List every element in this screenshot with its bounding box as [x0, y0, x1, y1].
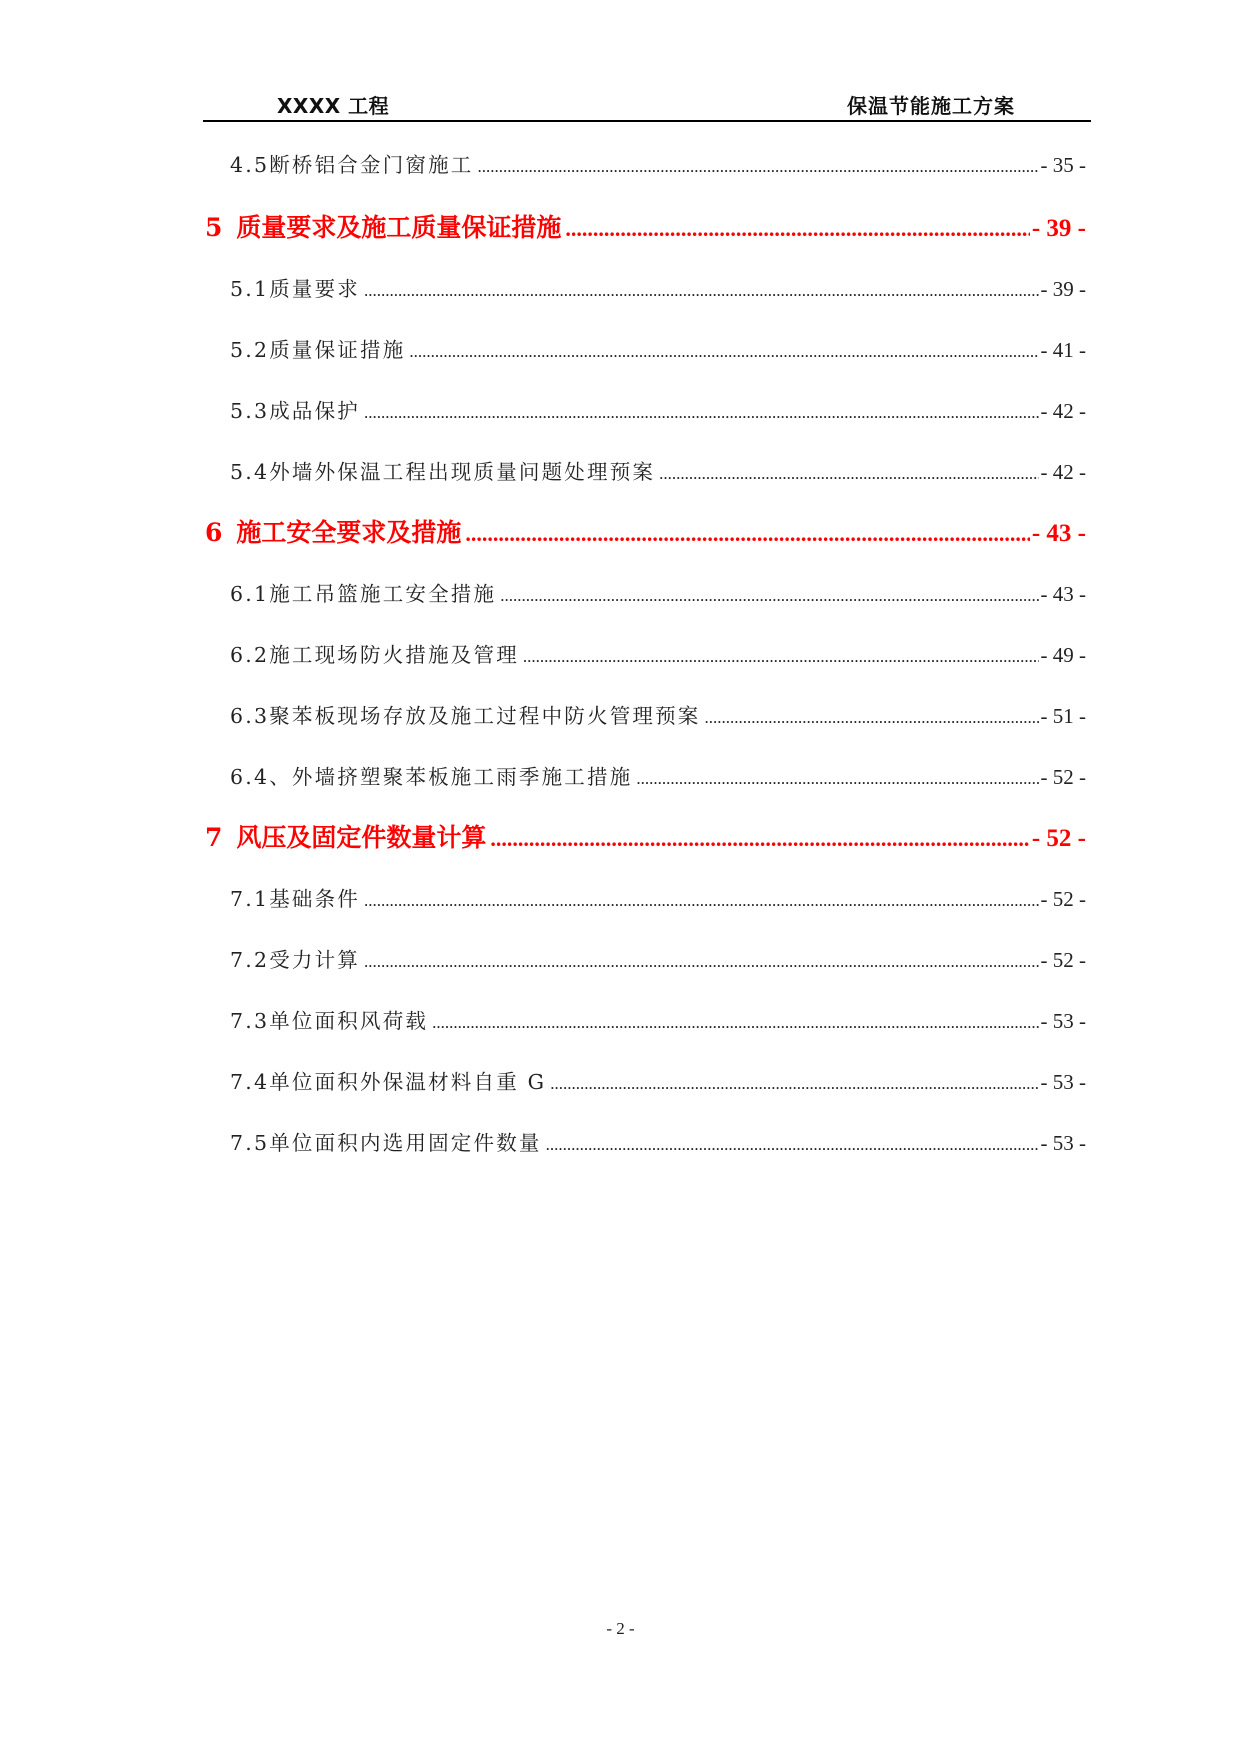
toc-section-page: - 43 - — [1031, 520, 1086, 547]
toc-entry-page: - 43 - — [1040, 582, 1086, 606]
toc-entry-5-2[interactable] — [230, 333, 1086, 363]
toc-entry-page: - 53 - — [1040, 1009, 1086, 1033]
toc-entry-title: 成品保护 — [269, 399, 361, 423]
toc-dot-leader — [490, 826, 1029, 852]
toc-entry-number: 7.4 — [230, 1070, 270, 1094]
toc-entry-5-3[interactable] — [230, 394, 1086, 424]
page-number: - 2 - — [606, 1619, 635, 1638]
toc-section-number: 7 — [205, 823, 223, 852]
toc-entry-title: 单位面积外保温材料自重 G — [269, 1070, 547, 1094]
toc-entry-6-2[interactable] — [230, 638, 1086, 668]
toc-entry-number: 6.4 — [230, 765, 270, 789]
toc-entry-6-4[interactable] — [230, 760, 1086, 790]
toc-dot-leader — [659, 464, 1038, 484]
toc-entry-title: 断桥铝合金门窗施工 — [269, 153, 474, 177]
toc-entry-7-5[interactable] — [230, 1126, 1086, 1156]
toc-section-5[interactable] — [205, 208, 1086, 244]
toc-entry-page: - 52 - — [1040, 948, 1086, 972]
toc-entry-number: 7.5 — [230, 1131, 270, 1155]
toc-section-title: 风压及固定件数量计算 — [236, 823, 487, 852]
toc-section-number: 5 — [205, 213, 223, 242]
toc-dot-leader — [364, 952, 1038, 972]
toc-entry-page: - 39 - — [1040, 277, 1086, 301]
toc-entry-page: - 41 - — [1040, 338, 1086, 362]
toc-entry-page: - 52 - — [1040, 765, 1086, 789]
toc-entry-page: - 53 - — [1040, 1070, 1086, 1094]
toc-dot-leader — [550, 1074, 1038, 1094]
toc-entry-title: 施工现场防火措施及管理 — [269, 643, 519, 667]
toc-entry-number: 6.3 — [230, 704, 270, 728]
toc-dot-leader — [636, 769, 1038, 789]
toc-entry-title: 单位面积内选用固定件数量 — [269, 1131, 542, 1155]
toc-entry-page: - 53 - — [1040, 1131, 1086, 1155]
toc-dot-leader — [478, 157, 1039, 177]
toc-entry-page: - 42 - — [1040, 399, 1086, 423]
header-project-name: XXXX 工程 — [277, 94, 390, 118]
toc-entry-7-3[interactable] — [230, 1004, 1086, 1034]
toc-entry-number: 4.5 — [230, 153, 270, 177]
header-document-title: 保温节能施工方案 — [847, 94, 1015, 118]
toc-entry-7-4[interactable] — [230, 1065, 1086, 1095]
toc-dot-leader — [364, 403, 1038, 423]
toc-entry-page: - 35 - — [1040, 153, 1086, 177]
toc-dot-leader — [705, 708, 1039, 728]
toc-entry-title: 质量要求 — [269, 277, 361, 301]
toc-entry-page: - 49 - — [1040, 643, 1086, 667]
toc-entry-title: 基础条件 — [269, 887, 361, 911]
toc-dot-leader — [465, 521, 1029, 547]
toc-entry-number: 7.3 — [230, 1009, 270, 1033]
toc-entry-page: - 51 - — [1040, 704, 1086, 728]
toc-entry-number: 7.1 — [230, 887, 270, 911]
toc-entry-title: 聚苯板现场存放及施工过程中防火管理预案 — [269, 704, 701, 728]
toc-entry-title: 单位面积风荷载 — [269, 1009, 429, 1033]
toc-dot-leader — [546, 1135, 1039, 1155]
toc-entry-number: 6.2 — [230, 643, 270, 667]
toc-dot-leader — [565, 216, 1029, 242]
toc-entry-6-1[interactable] — [230, 577, 1086, 607]
toc-entry-7-2[interactable] — [230, 943, 1086, 973]
toc-entry-page: - 52 - — [1040, 887, 1086, 911]
toc-entry-title: 外墙外保温工程出现质量问题处理预案 — [269, 460, 656, 484]
toc-entry-page: - 42 - — [1040, 460, 1086, 484]
toc-entry-5-1[interactable] — [230, 272, 1086, 302]
toc-section-title: 施工安全要求及措施 — [236, 518, 462, 547]
toc-entry-number: 7.2 — [230, 948, 270, 972]
toc-entry-title: 质量保证措施 — [269, 338, 406, 362]
toc-entry-title: 受力计算 — [269, 948, 361, 972]
toc-section-page: - 39 - — [1031, 215, 1086, 242]
toc-section-number: 6 — [205, 518, 223, 547]
toc-section-6[interactable] — [205, 513, 1086, 549]
toc-section-page: - 52 - — [1031, 825, 1086, 852]
toc-entry-number: 5.1 — [230, 277, 270, 301]
toc-entry-6-3[interactable] — [230, 699, 1086, 729]
toc-entry-number: 5.3 — [230, 399, 270, 423]
toc-entry-number: 5.2 — [230, 338, 270, 362]
toc-entry-number: 6.1 — [230, 582, 270, 606]
toc-entry-4-5[interactable] — [230, 148, 1086, 178]
toc-dot-leader — [523, 647, 1039, 667]
toc-dot-leader — [432, 1013, 1038, 1033]
toc-dot-leader — [409, 342, 1038, 362]
toc-dot-leader — [364, 891, 1038, 911]
toc-dot-leader — [364, 281, 1038, 301]
toc-section-title: 质量要求及施工质量保证措施 — [236, 213, 562, 242]
toc-entry-5-4[interactable] — [230, 455, 1086, 485]
toc-dot-leader — [500, 586, 1038, 606]
toc-entry-7-1[interactable] — [230, 882, 1086, 912]
toc-entry-number: 5.4 — [230, 460, 270, 484]
toc-entry-title: 、外墙挤塑聚苯板施工雨季施工措施 — [269, 765, 633, 789]
toc-entry-title: 施工吊篮施工安全措施 — [269, 582, 497, 606]
toc-section-7[interactable] — [205, 818, 1086, 854]
